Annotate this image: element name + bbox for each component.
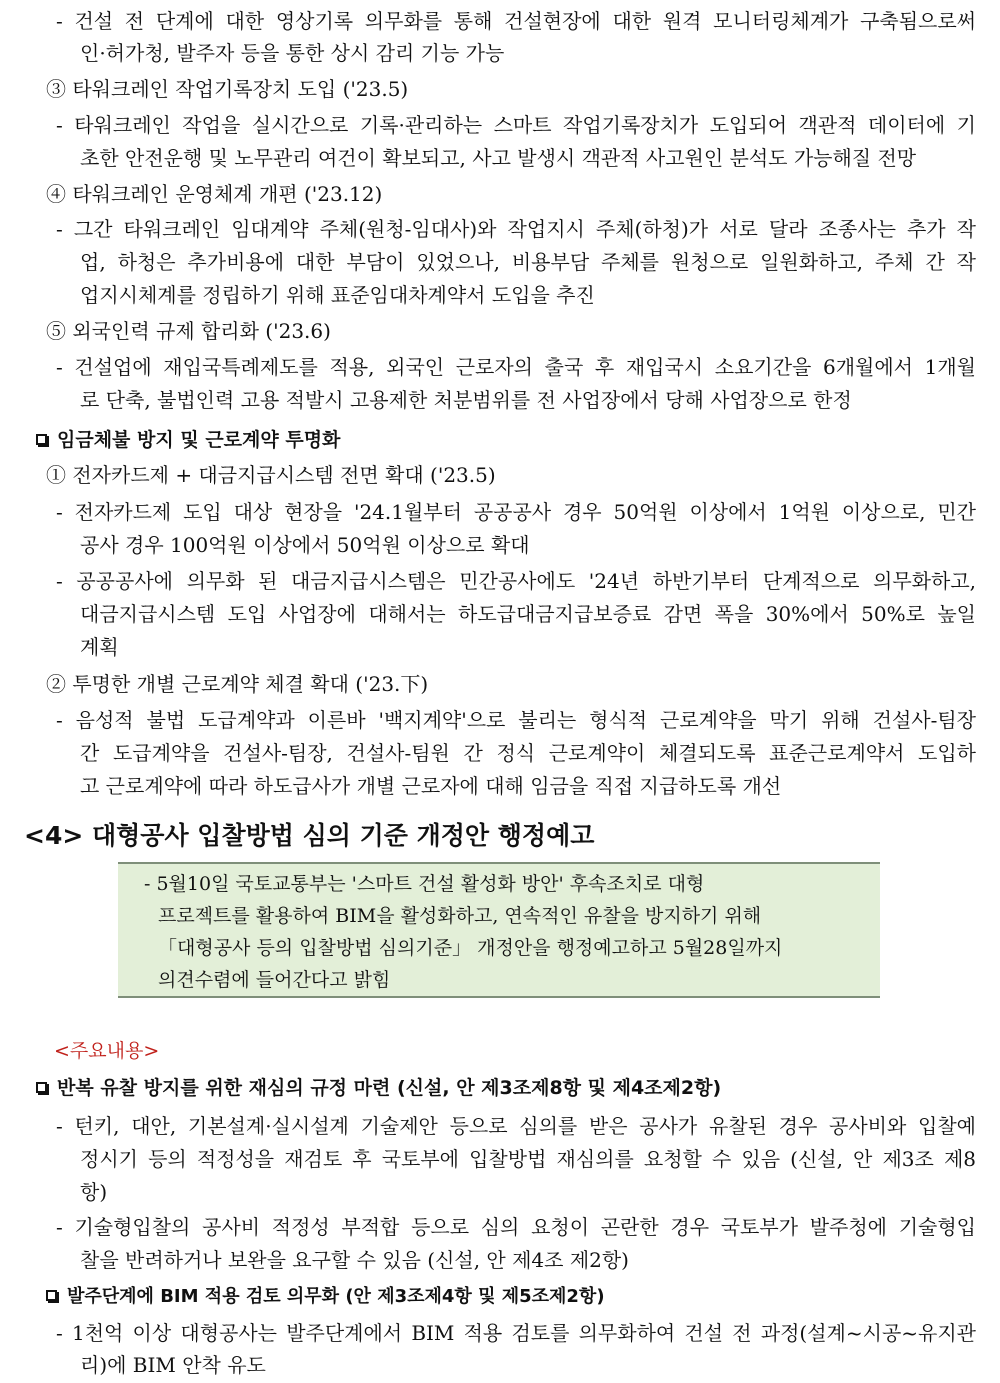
bullet-line: - 그간 타워크레인 임대계약 주체(원청-임대사)와 작업지시 주체(하청)가 서로 달라 조종사는 추가 작	[56, 217, 976, 241]
continuation-line: 공사 경우 100억원 이상에서 50억원 이상으로 확대	[80, 533, 530, 557]
bullet-line: - 공공공사에 의무화 된 대금지급시스템은 민간공사에도 '24년 하반기부터 단계적으로 의무화하고,	[56, 569, 976, 593]
bullet-line: - 전자카드제 도입 대상 현장을 '24.1월부터 공공공사 경우 50억원 이상에서 1억원 이상으로, 민간	[56, 500, 976, 524]
continuation-line: 찰을 반려하거나 보완을 요구할 수 있음 (신설, 안 제4조 제2항)	[80, 1248, 629, 1272]
bullet-line: - 타워크레인 작업을 실시간으로 기록·관리하는 스마트 작업기록장치가 도입되어 객관적 데이터에 기	[56, 113, 976, 137]
summary-line: 「대형공사 등의 입찰방법 심의기준」 개정안을 행정예고하고 5월28일까지	[158, 937, 783, 959]
continuation-line: 초한 안전운행 및 노무관리 여건이 확보되고, 사고 발생시 객관적 사고원인 분석도 가능해질 전망	[80, 146, 917, 170]
checkbox-square-icon	[36, 1082, 47, 1093]
continuation-line: 계획	[80, 635, 119, 659]
numbered-heading: ⑤ 외국인력 규제 합리화 ('23.6)	[46, 319, 331, 343]
checkbox-square-icon	[36, 434, 47, 445]
continuation-line: 인·허가청, 발주자 등을 통한 상시 감리 기능 가능	[80, 41, 505, 65]
bullet-line: - 음성적 불법 도급계약과 이른바 '백지계약'으로 불리는 형식적 근로계약을 막기 위해 건설사-팀장	[56, 708, 976, 732]
summary-line: 프로젝트를 활용하여 BIM을 활성화하고, 연속적인 유찰을 방지하기 위해	[158, 905, 762, 927]
summary-line: - 5월10일 국토교통부는 '스마트 건설 활성화 방안' 후속조치로 대형	[144, 873, 705, 895]
numbered-heading: ① 전자카드제 + 대금지급시스템 전면 확대 ('23.5)	[46, 463, 496, 487]
continuation-line: 대금지급시스템 도입 사업장에 대해서는 하도급대금지급보증료 감면 폭을 30%에서 50%로 높일	[80, 602, 976, 626]
numbered-heading: ③ 타워크레인 작업기록장치 도입 ('23.5)	[46, 77, 409, 101]
section-heading-text: 반복 유찰 방지를 위한 재심의 규정 마련 (신설, 안 제3조제8항 및 제4조제2항)	[57, 1077, 722, 1099]
continuation-line: 항)	[80, 1180, 108, 1204]
bullet-line: - 기술형입찰의 공사비 적정성 부적합 등으로 심의 요청이 곤란한 경우 국토부가 발주청에 기술형입	[56, 1215, 976, 1239]
key-content-label: <주요내용>	[54, 1040, 160, 1062]
numbered-heading: ② 투명한 개별 근로계약 체결 확대 ('23.下)	[46, 672, 429, 696]
bullet-line: - 턴키, 대안, 기본설계·실시설계 기술제안 등으로 심의를 받은 공사가 유찰된 경우 공사비와 입찰예	[56, 1114, 976, 1138]
checkbox-square-icon	[46, 1290, 57, 1301]
continuation-line: 로 단축, 불법인력 고용 적발시 고용제한 처분범위를 전 사업장에서 당해 사업장으로 한정	[80, 388, 852, 412]
bullet-line: - 건설 전 단계에 대한 영상기록 의무화를 통해 건설현장에 대한 원격 모니터링체계가 구축됨으로써	[56, 9, 976, 33]
continuation-line: 업지시체계를 정립하기 위해 표준임대차계약서 도입을 추진	[80, 283, 595, 307]
bullet-line: - 1천억 이상 대형공사는 발주단계에서 BIM 적용 검토를 의무화하여 건설 전 과정(설계~시공~유지관	[56, 1321, 976, 1345]
section-heading-text: 임금체불 방지 및 근로계약 투명화	[57, 429, 341, 451]
numbered-heading: ④ 타워크레인 운영체계 개편 ('23.12)	[46, 182, 383, 206]
continuation-line: 간 도급계약을 건설사-팀장, 건설사-팀원 간 정식 근로계약이 체결되도록 표준근로계약서 도입하	[80, 741, 976, 765]
bullet-line: - 건설업에 재입국특례제도를 적용, 외국인 근로자의 출국 후 재입국시 소요기간을 6개월에서 1개월	[56, 355, 976, 379]
summary-line: 의견수렴에 들어간다고 밝힘	[158, 969, 391, 991]
continuation-line: 리)에 BIM 안착 유도	[80, 1353, 266, 1377]
section-heading	[46, 1280, 605, 1314]
section-heading-text: 발주단계에 BIM 적용 검토 의무화 (안 제3조제4항 및 제5조제2항)	[67, 1286, 605, 1307]
summary-box	[118, 862, 880, 998]
continuation-line: 정시기 등의 적정성을 재검토 후 국토부에 입찰방법 재심의를 요청할 수 있음 (신설, 안 제3조 제8	[80, 1147, 976, 1171]
continuation-line: 고 근로계약에 따라 하도급사가 개별 근로자에 대해 임금을 직접 지급하도록 개선	[80, 774, 782, 798]
continuation-line: 업, 하청은 추가비용에 대한 부담이 있었으나, 비용부담 주체를 원청으로 일원화하고, 주체 간 작	[80, 250, 976, 274]
section-heading	[36, 1071, 721, 1105]
article-heading: <4> 대형공사 입찰방법 심의 기준 개정안 행정예고	[24, 821, 595, 850]
section-heading	[36, 423, 340, 457]
